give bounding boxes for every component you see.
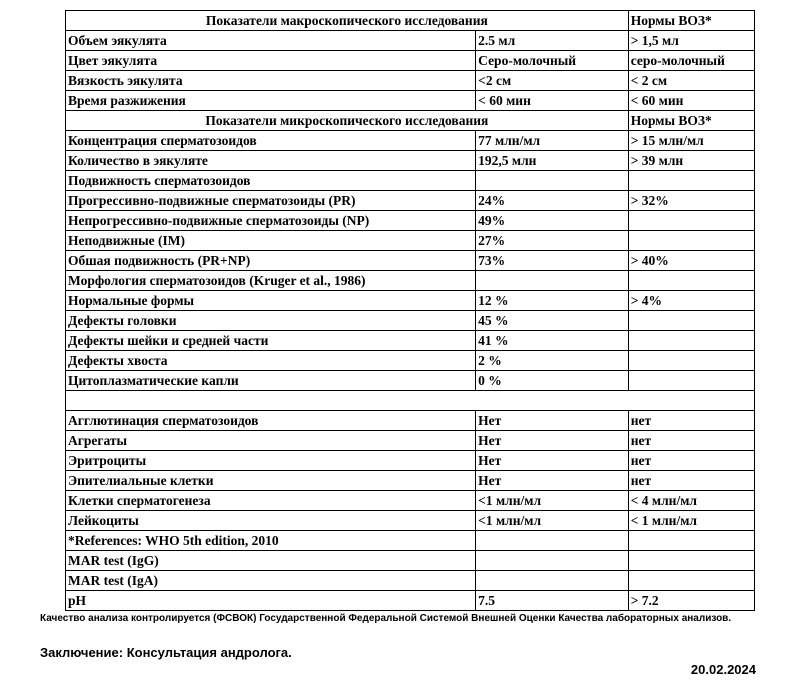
table-row — [66, 271, 755, 291]
param-value: Серо-молочный — [476, 51, 629, 71]
table-row — [66, 31, 755, 51]
semen-analysis-table — [65, 10, 755, 611]
param-norm: нет — [628, 451, 754, 471]
param-name: Клетки сперматогенеза — [66, 491, 476, 511]
param-value — [476, 271, 629, 291]
param-norm — [628, 571, 754, 591]
param-name: Эпителиальные клетки — [66, 471, 476, 491]
param-name: Морфология сперматозоидов (Kruger et al., 1986) — [66, 271, 476, 291]
table-row — [66, 471, 755, 491]
table-row — [66, 431, 755, 451]
param-value — [476, 571, 629, 591]
table-row — [66, 351, 755, 371]
param-value: 41 % — [476, 331, 629, 351]
param-value: Нет — [476, 471, 629, 491]
param-value: Нет — [476, 451, 629, 471]
param-norm: > 40% — [628, 251, 754, 271]
param-name: Нормальные формы — [66, 291, 476, 311]
param-norm: нет — [628, 431, 754, 451]
micro-header-norms: Нормы ВОЗ* — [628, 111, 754, 131]
param-name: Дефекты шейки и средней части — [66, 331, 476, 351]
table-row — [66, 51, 755, 71]
param-norm — [628, 231, 754, 251]
macro-header-title: Показатели макроскопического исследования — [66, 11, 629, 31]
param-name: Прогрессивно-подвижные сперматозоиды (PR) — [66, 191, 476, 211]
table-row — [66, 211, 755, 231]
param-name: Эритроциты — [66, 451, 476, 471]
param-value: <2 см — [476, 71, 629, 91]
param-norm: < 60 мин — [628, 91, 754, 111]
table-body — [66, 11, 755, 611]
param-name: Агглютинация сперматозоидов — [66, 411, 476, 431]
param-value: 2 % — [476, 351, 629, 371]
table-row — [66, 591, 755, 611]
table-row — [66, 371, 755, 391]
param-norm — [628, 311, 754, 331]
param-norm — [628, 371, 754, 391]
table-row — [66, 251, 755, 271]
param-name: Агрегаты — [66, 431, 476, 451]
blank-cell — [66, 391, 755, 411]
micro-header-title: Показатели микроскопического исследования — [66, 111, 629, 131]
param-value — [476, 551, 629, 571]
param-value: 24% — [476, 191, 629, 211]
report-date: 20.02.2024 — [690, 662, 756, 677]
macro-header-row — [66, 11, 755, 31]
table-row — [66, 191, 755, 211]
param-value: 2.5 мл — [476, 31, 629, 51]
param-name: Время разжижения — [66, 91, 476, 111]
param-name: Объем эякулята — [66, 31, 476, 51]
table-row — [66, 71, 755, 91]
references-row — [66, 531, 755, 551]
param-value: 27% — [476, 231, 629, 251]
param-norm: нет — [628, 411, 754, 431]
table-row — [66, 311, 755, 331]
micro-header-row — [66, 111, 755, 131]
param-name: Цвет эякулята — [66, 51, 476, 71]
conclusion: Заключение: Консультация андролога. — [40, 645, 292, 660]
references-text: *References: WHO 5th edition, 2010 — [66, 531, 476, 551]
param-norm — [628, 211, 754, 231]
table-row — [66, 451, 755, 471]
param-name: pH — [66, 591, 476, 611]
param-value: 192,5 млн — [476, 151, 629, 171]
table-row — [66, 571, 755, 591]
table-row — [66, 231, 755, 251]
blank-row — [66, 391, 755, 411]
param-norm: серо-молочный — [628, 51, 754, 71]
param-norm — [628, 531, 754, 551]
param-norm: < 1 млн/мл — [628, 511, 754, 531]
param-value: 0 % — [476, 371, 629, 391]
param-name: Концентрация сперматозоидов — [66, 131, 476, 151]
param-value: < 60 мин — [476, 91, 629, 111]
table-row — [66, 411, 755, 431]
table-row — [66, 171, 755, 191]
param-norm — [628, 171, 754, 191]
table-row — [66, 291, 755, 311]
param-value: 12 % — [476, 291, 629, 311]
quality-control-note: Качество анализа контролируется (ФСВОК) Государственной Федеральной Системой Внешней Оценки Качества лабораторных анализов. — [40, 613, 732, 624]
param-norm: > 7.2 — [628, 591, 754, 611]
param-name: Обшая подвижность (PR+NP) — [66, 251, 476, 271]
param-name: Дефекты хвоста — [66, 351, 476, 371]
table-row — [66, 151, 755, 171]
param-value: <1 млн/мл — [476, 511, 629, 531]
param-name: Количество в эякуляте — [66, 151, 476, 171]
param-value: 73% — [476, 251, 629, 271]
param-norm — [628, 331, 754, 351]
param-value: Нет — [476, 431, 629, 451]
param-norm — [628, 551, 754, 571]
table-row — [66, 551, 755, 571]
param-value: 49% — [476, 211, 629, 231]
param-name: Цитоплазматические капли — [66, 371, 476, 391]
table-row — [66, 91, 755, 111]
param-name: Дефекты головки — [66, 311, 476, 331]
param-name: Неподвижные (IM) — [66, 231, 476, 251]
param-name: MAR test (IgG) — [66, 551, 476, 571]
param-value — [476, 531, 629, 551]
param-norm: < 2 см — [628, 71, 754, 91]
param-norm: > 32% — [628, 191, 754, 211]
param-name: Вязкость эякулята — [66, 71, 476, 91]
param-name: Подвижность сперматозоидов — [66, 171, 476, 191]
param-norm: > 4% — [628, 291, 754, 311]
param-norm: нет — [628, 471, 754, 491]
param-value — [476, 171, 629, 191]
param-name: Лейкоциты — [66, 511, 476, 531]
table-row — [66, 131, 755, 151]
param-norm: > 15 млн/мл — [628, 131, 754, 151]
param-norm — [628, 271, 754, 291]
param-name: Непрогрессивно-подвижные сперматозоиды (NP) — [66, 211, 476, 231]
table-row — [66, 331, 755, 351]
table-row — [66, 491, 755, 511]
param-value: 77 млн/мл — [476, 131, 629, 151]
param-norm: > 39 млн — [628, 151, 754, 171]
param-norm — [628, 351, 754, 371]
param-value: <1 млн/мл — [476, 491, 629, 511]
param-value: 45 % — [476, 311, 629, 331]
param-value: 7.5 — [476, 591, 629, 611]
param-value: Нет — [476, 411, 629, 431]
macro-header-norms: Нормы ВОЗ* — [628, 11, 754, 31]
table-row — [66, 511, 755, 531]
param-norm: < 4 млн/мл — [628, 491, 754, 511]
param-name: MAR test (IgA) — [66, 571, 476, 591]
param-norm: > 1,5 мл — [628, 31, 754, 51]
